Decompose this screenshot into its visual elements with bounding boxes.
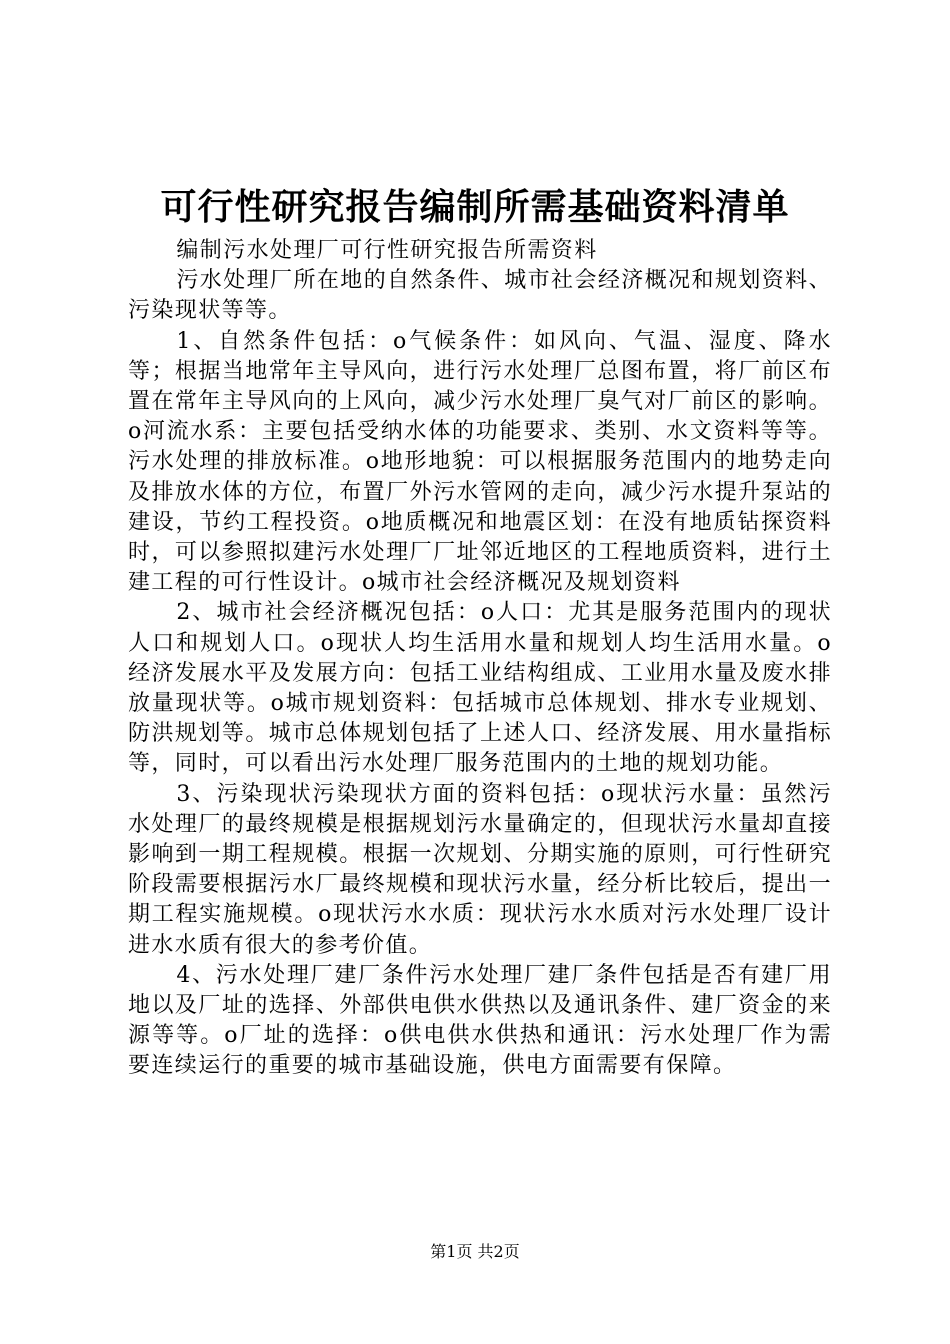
page-footer: 第1页 共2页 — [430, 1242, 520, 1261]
paragraph-intro: 污水处理厂所在地的自然条件、城市社会经济概况和规划资料、污染现状等等。 — [128, 268, 832, 324]
paragraph-plant-conditions: 4、污水处理厂建厂条件污水处理厂建厂条件包括是否有建厂用地以及厂址的选择、外部供电供水供热以及通讯条件、建厂资金的来源等等。o厂址的选择：o供电供水供热和通讯：污水处理厂作为需要连续运行的重要的城市基础设施，供电方面需要有保障。 — [128, 962, 832, 1079]
document-title: 可行性研究报告编制所需基础资料清单 — [160, 186, 790, 228]
document-body — [128, 236, 832, 1082]
paragraph-natural-conditions: 1、自然条件包括：o气候条件：如风向、气温、湿度、降水等；根据当地常年主导风向，进行污水处理厂总图布置，将厂前区布置在常年主导风向的上风向，减少污水处理厂臭气对厂前区的影响。o河流水系：主要包括受纳水体的功能要求、类别、水文资料等等。污水处理的排放标准。o地形地貌：可以根据服务范围内的地势走向及排放水体的方位，布置厂外污水管网的走向，减少污水提升泵站的建设，节约工程投资。o地质概况和地震区划：在没有地质钻探资料时，可以参照拟建污水处理厂厂址邻近地区的工程地质资料，进行土建工程的可行性设计。o城市社会经济概况及规划资料 — [128, 328, 832, 596]
paragraph-pollution-status: 3、污染现状污染现状方面的资料包括：o现状污水量：虽然污水处理厂的最终规模是根据规划污水量确定的，但现状污水量却直接影响到一期工程规模。根据一次规划、分期实施的原则，可行性研究阶段需要根据污水厂最终规模和现状污水量，经分析比较后，提出一期工程实施规模。o现状污水水质：现状污水水质对污水处理厂设计进水水质有很大的参考价值。 — [128, 781, 832, 958]
paragraph-socioeconomic: 2、城市社会经济概况包括：o人口：尤其是服务范围内的现状人口和规划人口。o现状人均生活用水量和规划人均生活用水量。o经济发展水平及发展方向：包括工业结构组成、工业用水量及废水排放量现状等。o城市规划资料：包括城市总体规划、排水专业规划、防洪规划等。城市总体规划包括了上述人口、经济发展、用水量指标等，同时，可以看出污水处理厂服务范围内的土地的规划功能。 — [128, 600, 832, 777]
paragraph-subtitle: 编制污水处理厂可行性研究报告所需资料 — [176, 238, 598, 263]
